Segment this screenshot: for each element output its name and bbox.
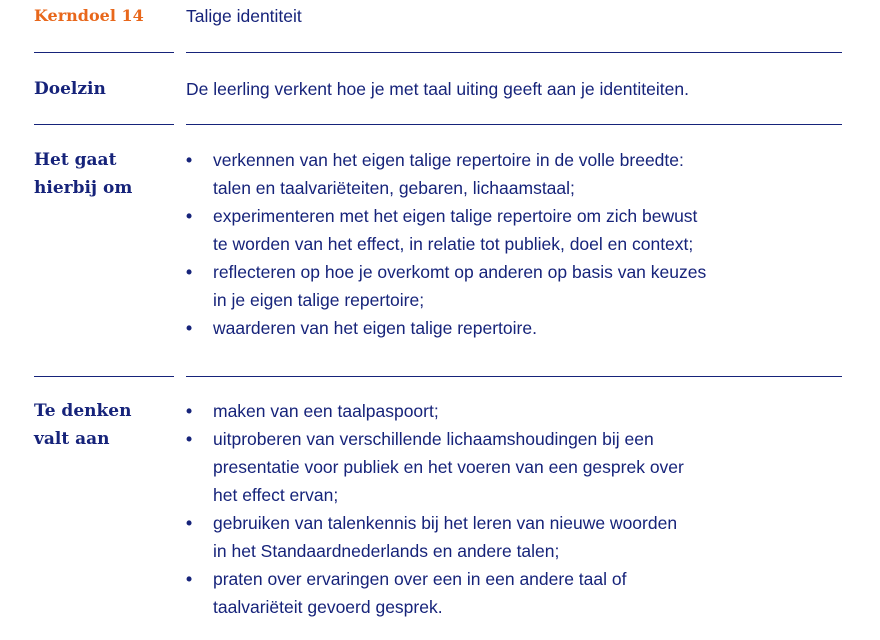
list-item: [186, 146, 846, 202]
divider-left-3: [34, 376, 174, 377]
kerndoel-label: [34, 2, 174, 30]
list-item: [186, 425, 846, 509]
list-item: [186, 565, 846, 621]
het-gaat-hierbij-om-list: [186, 146, 846, 342]
list-item-line: te worden van het effect, in relatie tot publiek, doel en context;: [213, 234, 694, 254]
list-item: [186, 258, 846, 314]
kerndoel-title: Talige identiteit: [186, 6, 302, 26]
te-denken-valt-aan-label-line: Te denken: [34, 401, 132, 421]
list-item-line: het effect ervan;: [213, 485, 339, 505]
bullet-icon: •: [186, 401, 193, 421]
list-item-line: maken van een taalpaspoort;: [213, 401, 439, 421]
bullet-icon: •: [186, 150, 193, 170]
divider-right-3: [186, 376, 842, 377]
list-item-line: gebruiken van talenkennis bij het leren van nieuwe woorden: [213, 513, 678, 533]
divider-left-1: [34, 52, 174, 53]
list-item-line: experimenteren met het eigen talige repertoire om zich bewust: [213, 206, 698, 226]
doelzin-text: De leerling verkent hoe je met taal uiting geeft aan je identiteiten.: [186, 79, 689, 99]
divider-right-1: [186, 52, 842, 53]
divider-left-2: [34, 124, 174, 125]
list-item: [186, 509, 846, 565]
list-item: [186, 314, 846, 342]
list-item-line: talen en taalvariëteiten, gebaren, lichaamstaal;: [213, 178, 575, 198]
bullet-icon: •: [186, 318, 193, 338]
kerndoel-label-text: Kerndoel 14: [34, 6, 144, 25]
het-gaat-hierbij-om-label-line: hierbij om: [34, 178, 133, 198]
list-item-line: presentatie voor publiek en het voeren van een gesprek over: [213, 457, 684, 477]
divider-right-2: [186, 124, 842, 125]
te-denken-valt-aan-label-line: valt aan: [34, 429, 110, 449]
het-gaat-hierbij-om-label: [34, 146, 174, 202]
list-item-line: in het Standaardnederlands en andere talen;: [213, 541, 560, 561]
te-denken-valt-aan-list: [186, 397, 846, 621]
doelzin-label: [34, 75, 174, 103]
bullet-icon: •: [186, 513, 193, 533]
list-item: [186, 397, 846, 425]
doelzin-label-text: Doelzin: [34, 79, 106, 99]
list-item-line: uitproberen van verschillende lichaamshoudingen bij een: [213, 429, 654, 449]
list-item-line: taalvariëteit gevoerd gesprek.: [213, 597, 443, 617]
te-denken-valt-aan-label: [34, 397, 174, 453]
list-item-line: waarderen van het eigen talige repertoire.: [213, 318, 537, 338]
list-item-line: reflecteren op hoe je overkomt op anderen op basis van keuzes: [213, 262, 707, 282]
bullet-icon: •: [186, 569, 193, 589]
bullet-icon: •: [186, 262, 193, 282]
list-item-line: in je eigen talige repertoire;: [213, 290, 425, 310]
list-item-line: praten over ervaringen over een in een andere taal of: [213, 569, 627, 589]
list-item-line: verkennen van het eigen talige repertoire in de volle breedte:: [213, 150, 684, 170]
list-item: [186, 202, 846, 258]
bullet-icon: •: [186, 429, 193, 449]
bullet-icon: •: [186, 206, 193, 226]
het-gaat-hierbij-om-label-line: Het gaat: [34, 150, 117, 170]
